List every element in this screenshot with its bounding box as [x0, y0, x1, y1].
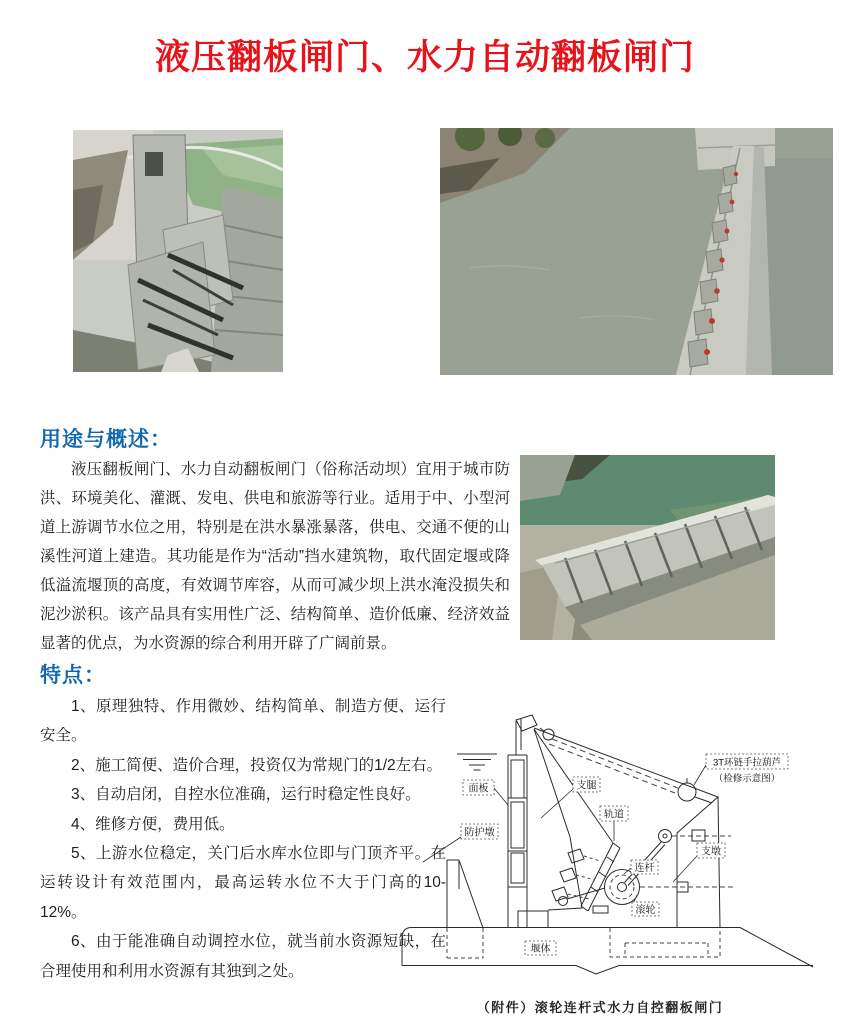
- overview-heading: 用途与概述：: [40, 428, 172, 451]
- photo-gate-mechanism-art: [73, 130, 283, 372]
- feature-item: 4、维修方便，费用低。: [71, 815, 235, 833]
- diagram-label-protective-pier: [461, 824, 498, 839]
- diagram-label-support-leg: [573, 777, 600, 792]
- diagram-label-connecting-rod: [631, 860, 658, 874]
- diagram-drawing: [395, 690, 850, 995]
- features-list: [40, 692, 446, 986]
- track-label: 轨道: [604, 809, 624, 821]
- diagram-label-weir-body: [525, 941, 556, 955]
- panel-label: 面板: [468, 783, 489, 795]
- hoist-label: 3T环链手拉葫芦: [712, 757, 782, 769]
- overview-paragraph: 液压翻板闸门、水力自动翻板闸门（俗称活动坝）宜用于城市防洪、环境美化、灌溉、发电、供电和旅游等行业。适用于中、小型河道上游调节水位之用，特别是在洪水暴涨暴落，供电、交通不便的山溪性河道上建造。其功能是作为“活动”挡水建筑物，取代固定堰或降低溢流堰顶的高度，有效调节库容，从而可减少坝上洪水淹没损失和泥沙淤积。该产品具有实用性广泛、结构简单、造价低廉、经济效益显著的优点，为水资源的综合利用开辟了广阔前景。: [40, 461, 510, 652]
- diagram-dashed-lines: [447, 739, 733, 958]
- diagram-caption: （附件）滚轮连杆式水力自控翻板闸门: [476, 1000, 724, 1015]
- connecting-rod-label: 连杆: [634, 863, 655, 874]
- photo-gate-mechanism: [73, 130, 283, 372]
- feature-item: 5、上游水位稳定，关门后水库水位即与门顶齐平。在运转设计有效范围内，最高运转水位不大于门高的10-12%。: [40, 845, 446, 921]
- feature-item: 2、施工简便、造价合理，投资仅为常规门的1/2左右。: [71, 756, 443, 774]
- support-pier-label: 支墩: [701, 846, 721, 858]
- features-heading: 特点：: [40, 664, 106, 687]
- photo-gate-row-river-art: [440, 128, 833, 375]
- diagram-roller-linkage-gate: [395, 690, 850, 995]
- diagram-label-panel: [463, 780, 494, 795]
- diagram-labels: [461, 754, 788, 955]
- weir-body-label: 堰体: [530, 944, 551, 955]
- hoist-note-label: （检修示意图）: [713, 773, 781, 785]
- support-leg-label: 支腿: [576, 780, 597, 792]
- diagram-label-hoist: [706, 754, 788, 785]
- feature-item: 6、由于能准确自动调控水位，就当前水资源短缺，在合理使用和利用水资源有其独到之处。: [40, 933, 446, 980]
- diagram-label-roller: [632, 902, 659, 916]
- diagram-label-support-pier: [697, 843, 725, 858]
- protective-pier-label: 防护墩: [464, 827, 495, 839]
- photo-gate-dam-overview: [520, 455, 775, 640]
- diagram-label-track: [600, 806, 628, 821]
- photo-gate-dam-overview-art: [520, 455, 775, 640]
- page-title: 液压翻板闸门、水力自动翻板闸门: [154, 38, 695, 77]
- feature-item: 1、原理独特、作用微妙、结构简单、制造方便、运行安全。: [40, 698, 446, 745]
- roller-label: 滚轮: [635, 905, 656, 916]
- photo-gate-row-river: [440, 128, 833, 375]
- feature-item: 3、自动启闭，自控水位准确，运行时稳定性良好。: [71, 786, 421, 804]
